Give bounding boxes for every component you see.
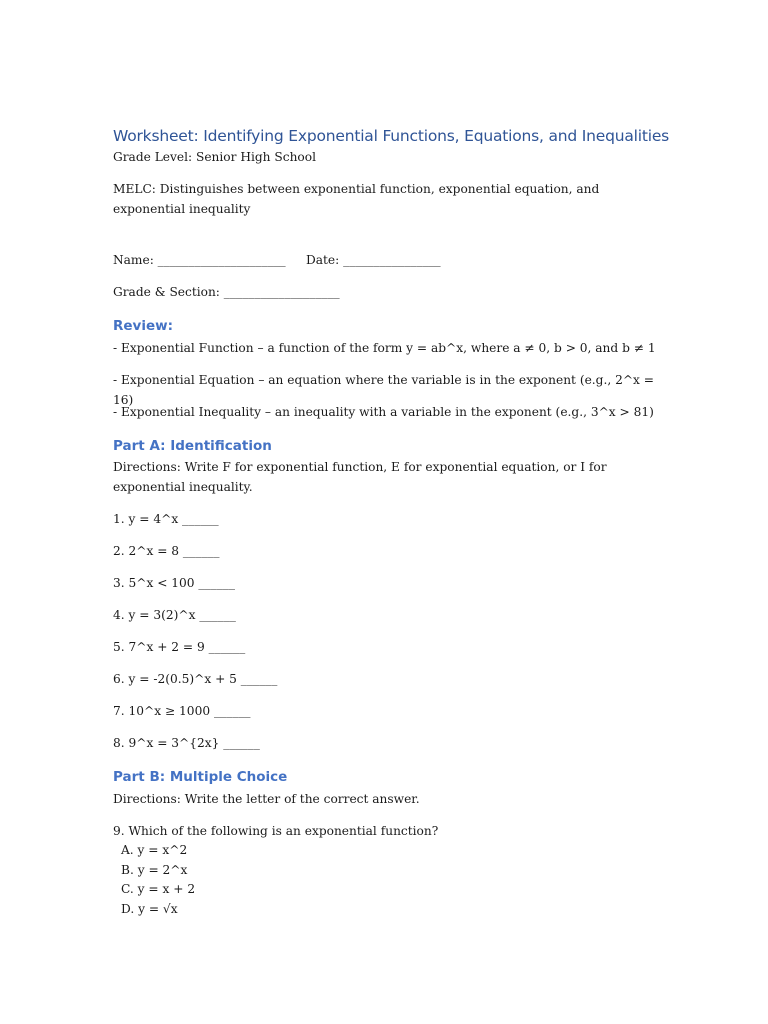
part-a-heading: Part A: Identification bbox=[113, 438, 272, 454]
review-item: - Exponential Inequality – an inequality with a variable in the exponent (e.g., 3^x > 81) bbox=[113, 405, 654, 419]
review-item: - Exponential Equation – an equation where the variable is in the exponent (e.g., 2^x = 16) bbox=[113, 373, 655, 407]
review-heading: Review: bbox=[113, 318, 174, 334]
page-title: Worksheet: Identifying Exponential Functions, Equations, and Inequalities bbox=[113, 127, 670, 145]
melc-text: MELC: Distinguishes between exponential function, exponential equation, and exponential inequality bbox=[113, 182, 600, 216]
part-a-item: 5. 7^x + 2 = 9 ______ bbox=[113, 640, 246, 654]
question-9-choices bbox=[113, 841, 195, 919]
part-a-item: 1. y = 4^x ______ bbox=[113, 512, 219, 526]
part-a-item: 3. 5^x < 100 ______ bbox=[113, 576, 235, 590]
question-9: 9. Which of the following is an exponential function? bbox=[113, 824, 439, 838]
grade-level: Grade Level: Senior High School bbox=[113, 150, 316, 164]
choice-c: C. y = x + 2 bbox=[121, 882, 196, 896]
part-a-item: 4. y = 3(2)^x ______ bbox=[113, 608, 236, 622]
part-a-item: 8. 9^x = 3^{2x} ______ bbox=[113, 736, 260, 750]
choice-d: D. y = √x bbox=[121, 901, 178, 916]
review-item: - Exponential Function – a function of the form y = ab^x, where a ≠ 0, b > 0, and b ≠ 1 bbox=[113, 341, 656, 355]
grade-section-field: Grade & Section: ___________________ bbox=[113, 285, 340, 299]
part-a-item: 7. 10^x ≥ 1000 ______ bbox=[113, 704, 251, 718]
part-b-directions: Directions: Write the letter of the correct answer. bbox=[113, 792, 420, 806]
part-a-directions: Directions: Write F for exponential function, E for exponential equation, or I for exponential inequality. bbox=[113, 460, 607, 494]
name-field: Name: _____________________ bbox=[113, 253, 286, 267]
choice-b: B. y = 2^x bbox=[121, 862, 188, 877]
choice-a: A. y = x^2 bbox=[121, 843, 188, 857]
part-a-item: 6. y = -2(0.5)^x + 5 ______ bbox=[113, 672, 278, 686]
date-field: Date: ________________ bbox=[306, 253, 441, 267]
part-a-item: 2. 2^x = 8 ______ bbox=[113, 544, 220, 558]
part-b-heading: Part B: Multiple Choice bbox=[113, 769, 288, 785]
